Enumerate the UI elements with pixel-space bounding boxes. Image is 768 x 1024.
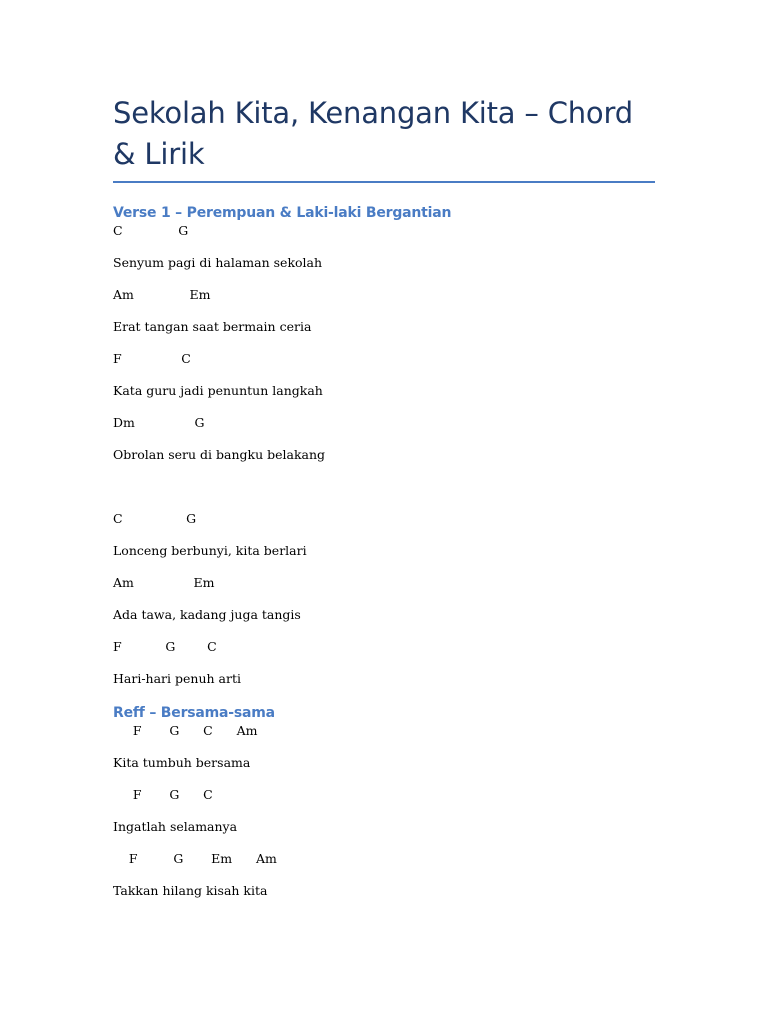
document-page <box>113 93 655 915</box>
chord-line: F G C <box>113 639 217 654</box>
lyric-line: Senyum pagi di halaman sekolah <box>113 255 323 270</box>
blank-line <box>113 479 655 511</box>
lyric-line: Obrolan seru di bangku belakang <box>113 447 326 462</box>
lyric-line: Hari-hari penuh arti <box>113 671 241 686</box>
section <box>113 703 655 915</box>
lyric-line: Ingatlah selamanya <box>113 819 238 834</box>
chord-line: C G <box>113 511 197 526</box>
chord-line: F G Em Am <box>113 851 277 866</box>
chord-line: F G C <box>113 787 213 802</box>
lyric-line: Kita tumbuh bersama <box>113 755 251 770</box>
chord-line: Am Em <box>113 575 215 590</box>
section-heading: Verse 1 – Perempuan & Laki-laki Bergantian <box>113 205 452 221</box>
chord-line: F C <box>113 351 191 366</box>
lyric-line: Kata guru jadi penuntun langkah <box>113 383 323 398</box>
chord-line: F G C Am <box>113 723 258 738</box>
section-heading: Reff – Bersama-sama <box>113 705 275 721</box>
lyric-line: Ada tawa, kadang juga tangis <box>113 607 301 622</box>
section <box>113 203 655 703</box>
lyric-line: Lonceng berbunyi, kita berlari <box>113 543 307 558</box>
chord-line: Dm G <box>113 415 205 430</box>
lyric-line: Erat tangan saat bermain ceria <box>113 319 312 334</box>
chord-line: Am Em <box>113 287 211 302</box>
lyric-line: Takkan hilang kisah kita <box>113 883 268 898</box>
chord-line: C G <box>113 223 189 238</box>
document-body <box>113 203 655 915</box>
document-title: Sekolah Kita, Kenangan Kita – Chord & Lirik <box>113 96 633 171</box>
